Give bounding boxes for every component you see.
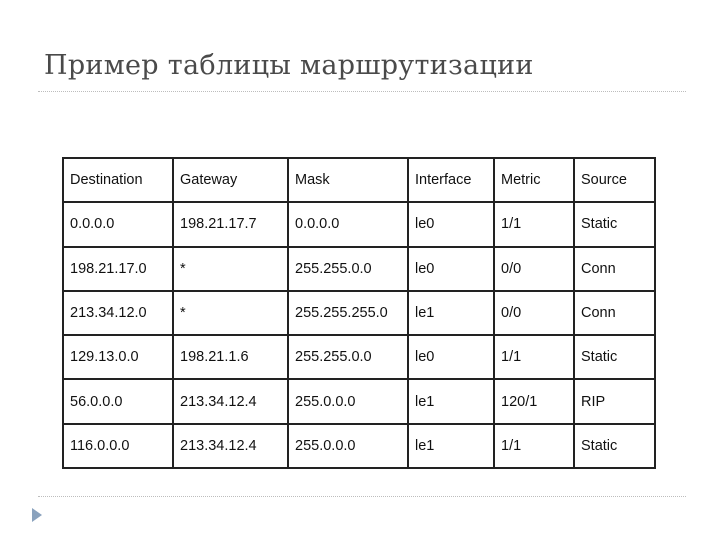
table-row (63, 247, 655, 291)
cell-metric: 1/1 (494, 335, 574, 379)
cell-source: Static (574, 335, 655, 379)
cell-interface: le1 (408, 291, 494, 335)
header-mask: Mask (288, 158, 408, 202)
cell-interface: le0 (408, 202, 494, 246)
cell-mask: 255.0.0.0 (288, 424, 408, 468)
cell-gateway: 198.21.17.7 (173, 202, 288, 246)
cell-gateway: * (173, 291, 288, 335)
cell-interface: le0 (408, 335, 494, 379)
table-header-row (63, 158, 655, 202)
cell-mask: 255.255.0.0 (288, 335, 408, 379)
cell-mask: 0.0.0.0 (288, 202, 408, 246)
cell-source: Static (574, 424, 655, 468)
cell-metric: 1/1 (494, 202, 574, 246)
cell-interface: le1 (408, 379, 494, 423)
bullet-arrow-icon (32, 508, 42, 522)
cell-gateway: 213.34.12.4 (173, 379, 288, 423)
header-source: Source (574, 158, 655, 202)
cell-destination: 213.34.12.0 (63, 291, 173, 335)
cell-gateway: 213.34.12.4 (173, 424, 288, 468)
cell-destination: 198.21.17.0 (63, 247, 173, 291)
cell-mask: 255.0.0.0 (288, 379, 408, 423)
cell-metric: 120/1 (494, 379, 574, 423)
footer-divider (38, 496, 686, 497)
table-row (63, 379, 655, 423)
cell-interface: le1 (408, 424, 494, 468)
cell-source: Static (574, 202, 655, 246)
cell-mask: 255.255.255.0 (288, 291, 408, 335)
slide-title: Пример таблицы маршрутизации (44, 50, 534, 81)
cell-source: Conn (574, 247, 655, 291)
cell-destination: 0.0.0.0 (63, 202, 173, 246)
cell-metric: 0/0 (494, 247, 574, 291)
cell-destination: 56.0.0.0 (63, 379, 173, 423)
cell-interface: le0 (408, 247, 494, 291)
header-gateway: Gateway (173, 158, 288, 202)
table-row (63, 335, 655, 379)
cell-source: Conn (574, 291, 655, 335)
table-row (63, 291, 655, 335)
cell-mask: 255.255.0.0 (288, 247, 408, 291)
routing-table (62, 157, 656, 469)
table-row (63, 424, 655, 468)
header-metric: Metric (494, 158, 574, 202)
cell-source: RIP (574, 379, 655, 423)
cell-gateway: 198.21.1.6 (173, 335, 288, 379)
cell-destination: 116.0.0.0 (63, 424, 173, 468)
header-destination: Destination (63, 158, 173, 202)
cell-destination: 129.13.0.0 (63, 335, 173, 379)
title-divider (38, 91, 686, 92)
cell-metric: 1/1 (494, 424, 574, 468)
cell-metric: 0/0 (494, 291, 574, 335)
table-row (63, 202, 655, 246)
cell-gateway: * (173, 247, 288, 291)
header-interface: Interface (408, 158, 494, 202)
